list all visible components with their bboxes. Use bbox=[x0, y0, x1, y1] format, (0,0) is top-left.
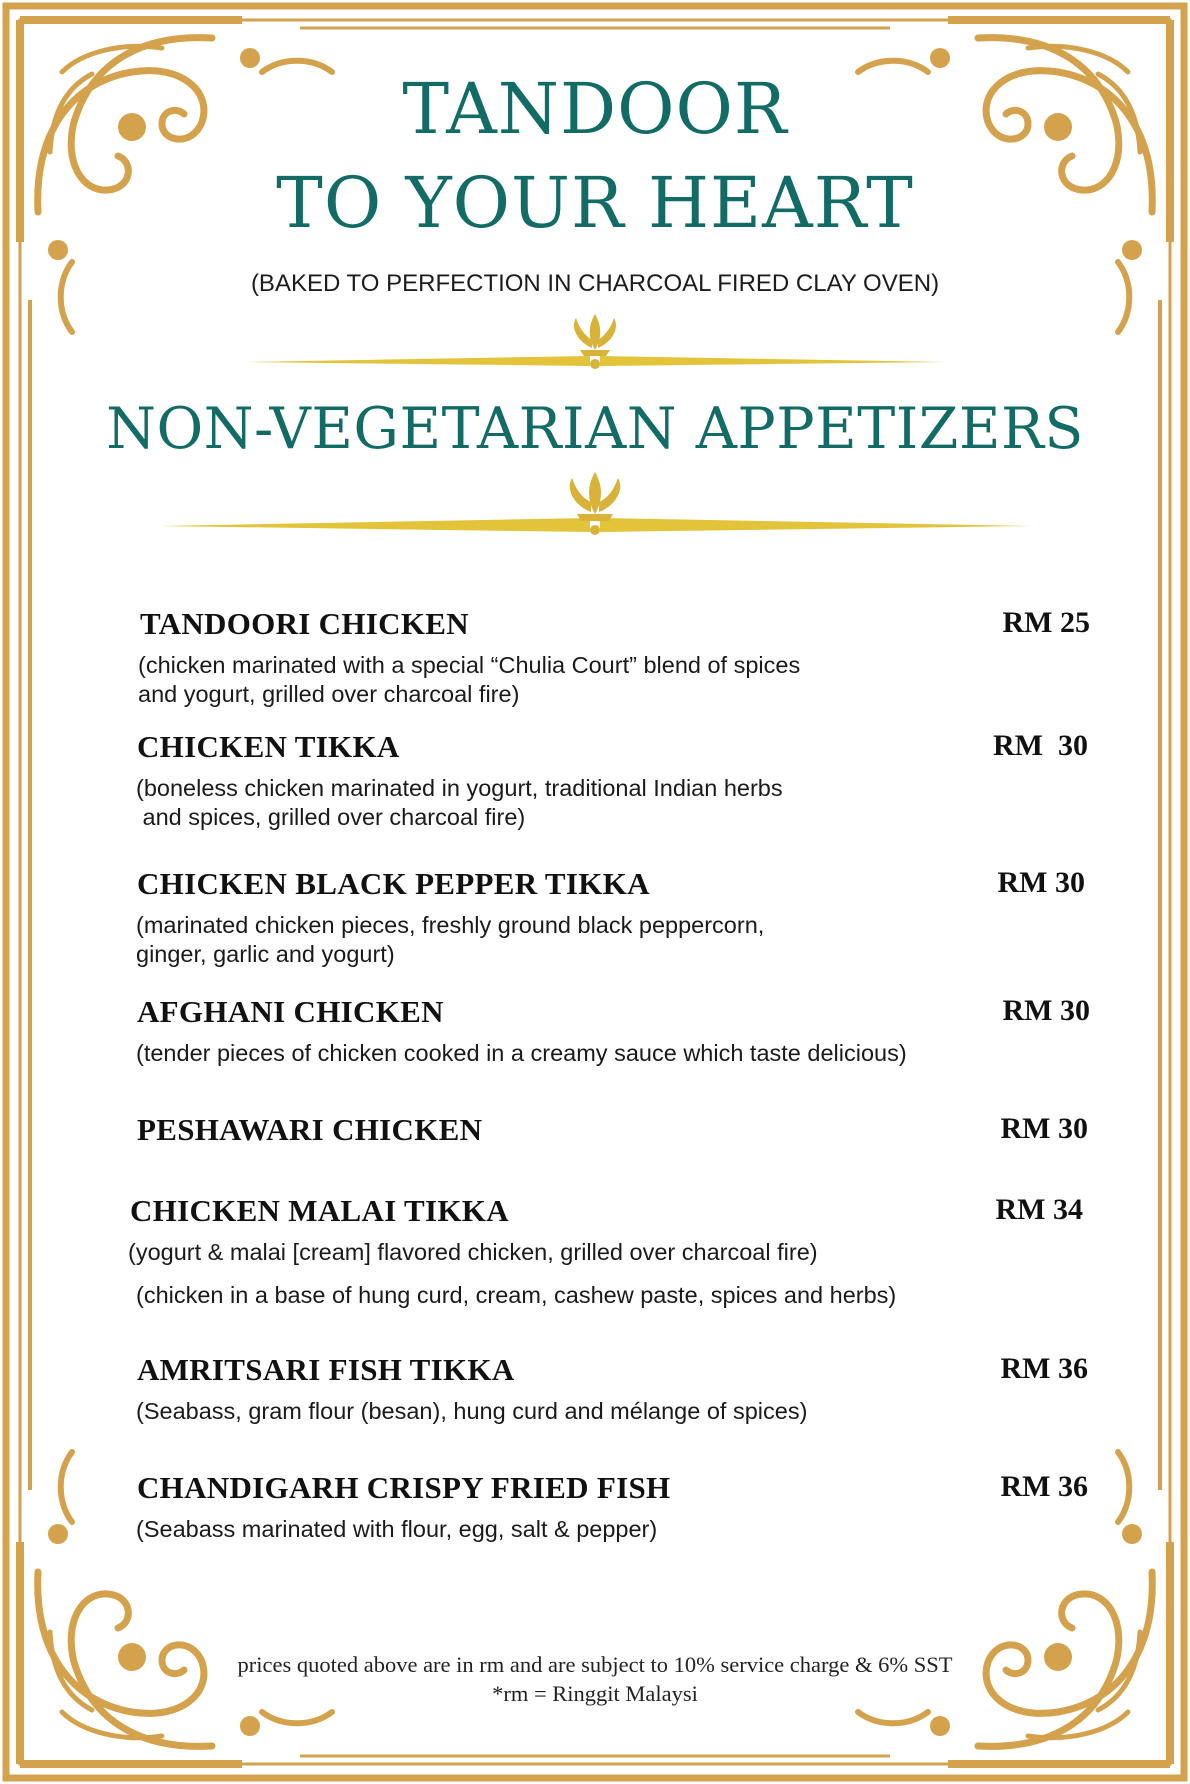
item-description: (yogurt & malai [cream] flavored chicken, grilled over charcoal fire) bbox=[128, 1239, 818, 1265]
divider-top bbox=[240, 312, 950, 376]
item-description: (tender pieces of chicken cooked in a creamy sauce which taste delicious) bbox=[136, 1040, 907, 1066]
footer-currency-note: *rm = Ringgit Malaysi bbox=[492, 1681, 698, 1706]
item-price: RM 36 bbox=[1000, 1470, 1088, 1503]
section-title: NON-VEGETARIAN APPETIZERS bbox=[106, 396, 1084, 462]
item-name: TANDOORI CHICKEN bbox=[140, 606, 469, 641]
footer-note: prices quoted above are in rm and are subject to 10% service charge & 6% SST bbox=[237, 1652, 953, 1677]
item-price: RM 25 bbox=[1002, 606, 1090, 639]
item-name: CHICKEN TIKKA bbox=[137, 729, 400, 764]
item-name: AMRITSARI FISH TIKKA bbox=[137, 1352, 515, 1387]
item-description: and spices, grilled over charcoal fire) bbox=[136, 804, 526, 830]
item-description: (marinated chicken pieces, freshly ground black peppercorn, bbox=[136, 912, 765, 938]
subtitle: (BAKED TO PERFECTION IN CHARCOAL FIRED CLAY OVEN) bbox=[250, 270, 940, 297]
item-description: (Seabass, gram flour (besan), hung curd and mélange of spices) bbox=[136, 1398, 808, 1424]
title-line-1: TANDOOR bbox=[402, 68, 788, 150]
item-price: RM 30 bbox=[993, 729, 1088, 762]
item-name: AFGHANI CHICKEN bbox=[137, 994, 444, 1029]
item-name: CHICKEN MALAI TIKKA bbox=[130, 1193, 509, 1228]
item-price: RM 30 bbox=[1000, 1112, 1088, 1145]
item-description: (chicken in a base of hung curd, cream, cashew paste, spices and herbs) bbox=[136, 1282, 897, 1308]
divider-bottom bbox=[155, 470, 1035, 540]
item-price: RM 30 bbox=[1002, 994, 1090, 1027]
item-description: (Seabass marinated with flour, egg, salt & pepper) bbox=[136, 1516, 658, 1542]
item-name: CHANDIGARH CRISPY FRIED FISH bbox=[137, 1470, 671, 1505]
item-name: PESHAWARI CHICKEN bbox=[137, 1112, 483, 1147]
item-description: (chicken marinated with a special “Chulia Court” blend of spices bbox=[138, 652, 801, 678]
item-price: RM 30 bbox=[997, 866, 1085, 899]
item-description: and yogurt, grilled over charcoal fire) bbox=[138, 681, 520, 707]
item-price: RM 34 bbox=[995, 1193, 1083, 1226]
title-line-2: TO YOUR HEART bbox=[276, 162, 914, 244]
item-description: ginger, garlic and yogurt) bbox=[136, 941, 395, 967]
item-name: CHICKEN BLACK PEPPER TIKKA bbox=[137, 866, 650, 901]
item-description: (boneless chicken marinated in yogurt, traditional Indian herbs bbox=[136, 775, 783, 801]
item-price: RM 36 bbox=[1000, 1352, 1088, 1385]
